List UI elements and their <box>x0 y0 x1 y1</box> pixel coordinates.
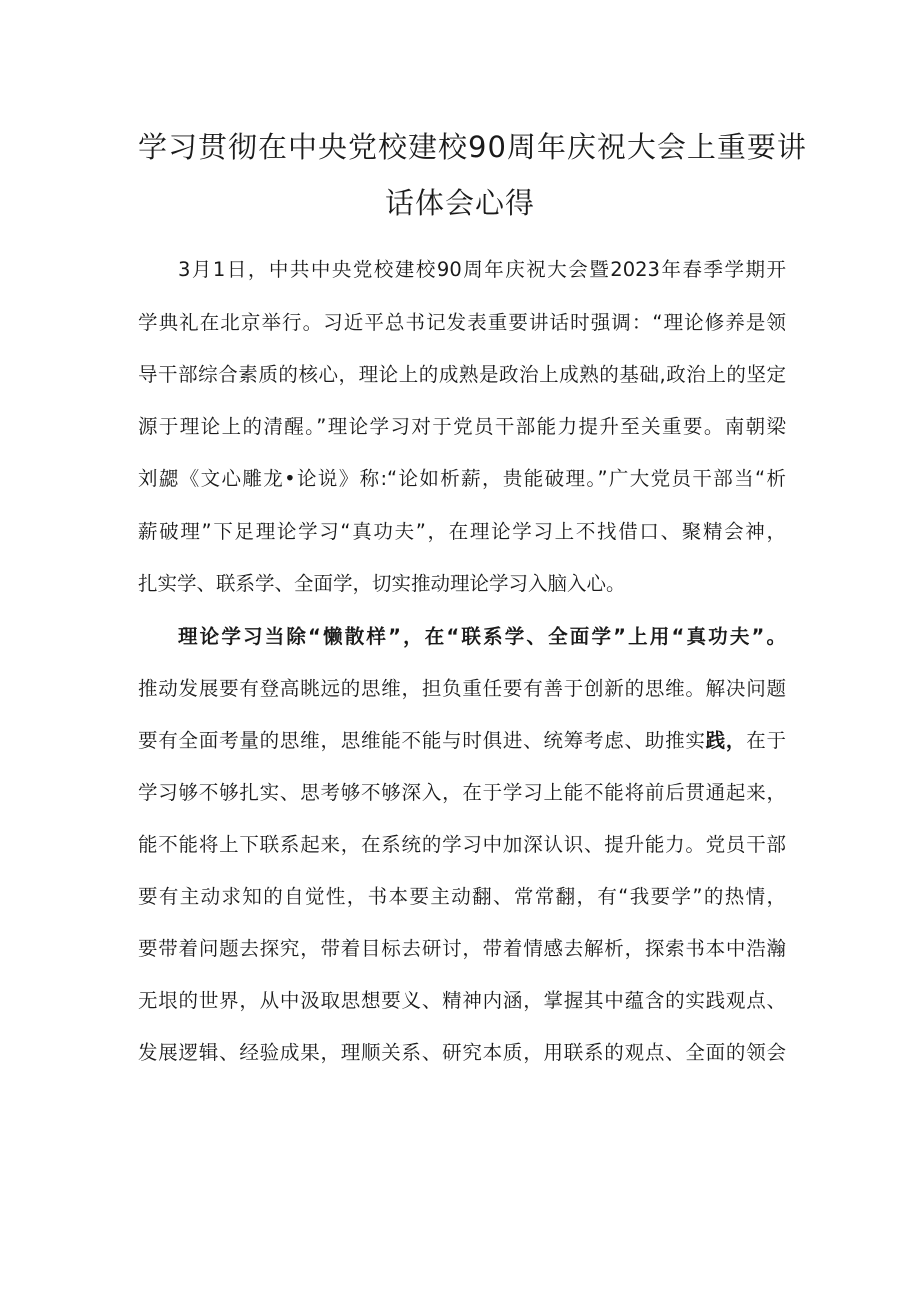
paragraph-line: 源于理论上的清醒。”理论学习对于党员干部能力提升至关重要。南朝梁 <box>138 415 786 438</box>
paragraph-line: 导干部综合素质的核心，理论上的成熟是政治上成熟的基础,政治上的坚定 <box>138 363 786 386</box>
paragraph-text: 要有全面考量的思维，思维能不能与时俱进、统筹考虑、助推实 <box>138 729 706 752</box>
paragraph-line: 无垠的世界，从中汲取思想要义、精神内涵，掌握其中蕴含的实践观点、 <box>138 989 786 1012</box>
section-heading: 理论学习当除“懒散样”，在“联系学、全面学”上用“真功夫”。 <box>178 625 786 648</box>
paragraph-line: 要带着问题去探究，带着目标去研讨，带着情感去解析，探索书本中浩瀚 <box>138 937 786 960</box>
paragraph-line: 发展逻辑、经验成果，理顺关系、研究本质，用联系的观点、全面的领会 <box>138 1041 786 1064</box>
paragraph-line: 薪破理”下足理论学习“真功夫”，在理论学习上不找借口、聚精会神， <box>138 520 786 543</box>
paragraph-line: 要有主动求知的自觉性，书本要主动翻、常常翻，有“我要学”的热情， <box>138 885 786 908</box>
document-title-line-2: 话体会心得 <box>384 186 535 220</box>
paragraph-line-mixed <box>138 726 786 756</box>
emphasized-text: 践， <box>705 729 747 752</box>
document-title-line-1: 学习贯彻在中央党校建校90周年庆祝大会上重要讲 <box>138 130 807 164</box>
paragraph-line: 能不能将上下联系起来，在系统的学习中加深认识、提升能力。党员干部 <box>138 833 786 856</box>
paragraph-line: 推动发展要有登高眺远的思维，担负重任要有善于创新的思维。解决问题 <box>138 677 786 700</box>
paragraph-line: 学典礼在北京举行。习近平总书记发表重要讲话时强调：“理论修养是领 <box>138 311 786 334</box>
paragraph-line: 学习够不够扎实、思考够不够深入，在于学习上能不能将前后贯通起来， <box>138 781 786 804</box>
paragraph-text: 在于 <box>746 729 786 752</box>
paragraph-line: 刘勰《文心雕龙•论说》称:“论如析薪，贵能破理。”广大党员干部当“析 <box>138 467 786 490</box>
paragraph-line: 3月1日，中共中央党校建校90周年庆祝大会暨2023年春季学期开 <box>178 258 786 281</box>
paragraph-line: 扎实学、联系学、全面学，切实推动理论学习入脑入心。 <box>138 572 626 595</box>
